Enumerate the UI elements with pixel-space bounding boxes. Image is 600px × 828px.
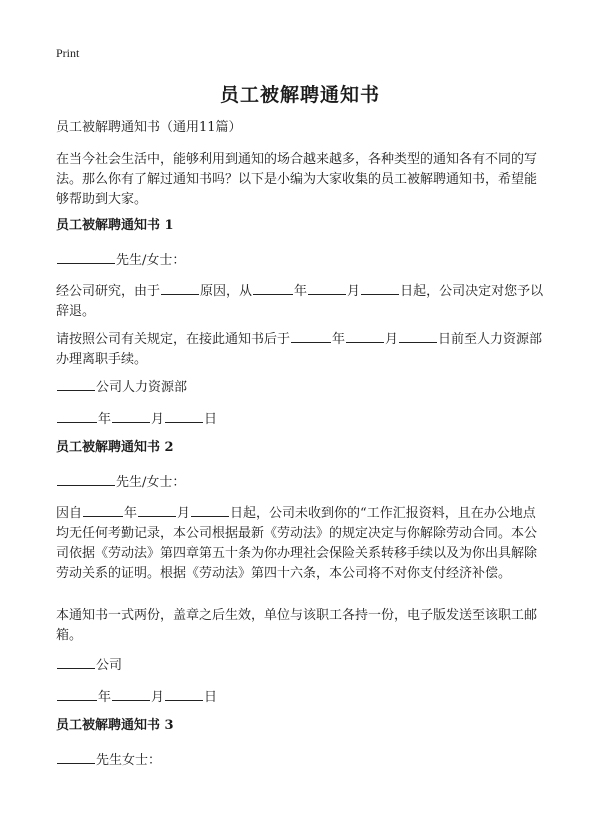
text-span: 年 bbox=[98, 690, 112, 705]
blank-line bbox=[112, 408, 150, 423]
blank-line bbox=[399, 328, 437, 343]
blank-line bbox=[161, 280, 199, 295]
blank-line bbox=[112, 686, 150, 701]
blank-line bbox=[57, 376, 95, 391]
intro-paragraph: 在当今社会生活中，能够利用到通知的场合越来越多，各种类型的通知各有不同的写法。那么你有了解过通知书吗？以下是小编为大家收集的员工被解聘通知书，希望能够帮助到大家。 bbox=[56, 152, 538, 207]
print-link[interactable]: Print bbox=[56, 46, 80, 60]
blank-line bbox=[165, 686, 203, 701]
section2-paragraph-2: 本通知书一式两份，盖章之后生效，单位与该职工各持一份，电子版发送至该职工邮箱。 bbox=[56, 608, 538, 643]
blank-line bbox=[191, 502, 229, 517]
section1-signer bbox=[56, 376, 546, 398]
blank-line bbox=[165, 408, 203, 423]
salutation-text: 先生女士： bbox=[96, 753, 162, 768]
text-span: 年 bbox=[124, 506, 138, 521]
section2-heading: 员工被解聘通知书 2 bbox=[56, 440, 174, 455]
text-span: 原因，从 bbox=[200, 284, 253, 299]
text-span: 月 bbox=[385, 332, 399, 347]
section3-heading: 员工被解聘通知书 3 bbox=[56, 718, 174, 733]
blank-line bbox=[346, 328, 384, 343]
blank-line bbox=[57, 471, 115, 486]
blank-line bbox=[57, 686, 97, 701]
page-title: 员工被解聘通知书 bbox=[219, 84, 380, 106]
salutation-text: 先生/女士： bbox=[116, 475, 186, 490]
signer-text: 公司人力资源部 bbox=[96, 380, 188, 395]
section1-salutation bbox=[56, 249, 546, 271]
salutation-text: 先生/女士： bbox=[116, 253, 186, 268]
text-span: 日 bbox=[204, 412, 218, 427]
text-span: 请按照公司有关规定，在接此通知书后于 bbox=[56, 332, 291, 347]
text-span: 月 bbox=[151, 690, 165, 705]
intro-subtitle: 员工被解聘通知书（通用11篇） bbox=[56, 120, 242, 135]
text-span: 因自 bbox=[56, 506, 83, 521]
text-span: 年 bbox=[332, 332, 346, 347]
text-span: 日 bbox=[204, 690, 218, 705]
text-span: 日起，公司未收到你的“工作汇报资料，且在办公地点均无任何考勤记录，本公司根据最新《劳动法》的规定决定与你解除劳动合同。本公司依据《劳动法》第四章第五十条为你办理社会保险关系转移手续以及为你出具解除劳动关系的证明。根据《劳动法》第四十六条，本公司将不对你支付经济补偿。 bbox=[56, 506, 538, 581]
blank-line bbox=[138, 502, 176, 517]
section1-paragraph-2 bbox=[56, 328, 546, 370]
blank-line bbox=[291, 328, 331, 343]
text-span: 日前至人力资源部办理离职手续。 bbox=[56, 332, 543, 367]
blank-line bbox=[83, 502, 123, 517]
text-span: 月 bbox=[347, 284, 361, 299]
text-span: 年 bbox=[98, 412, 112, 427]
section2-signer bbox=[56, 654, 546, 676]
text-span: 月 bbox=[177, 506, 191, 521]
text-span: 年 bbox=[294, 284, 308, 299]
text-span: 经公司研究，由于 bbox=[56, 284, 161, 299]
text-span: 日起，公司决定对您予以辞退。 bbox=[56, 284, 544, 319]
blank-line bbox=[57, 249, 115, 264]
section3-salutation bbox=[56, 749, 546, 771]
blank-line bbox=[308, 280, 346, 295]
blank-line bbox=[361, 280, 399, 295]
blank-line bbox=[57, 749, 95, 764]
section2-paragraph-1 bbox=[56, 502, 546, 584]
blank-line bbox=[57, 654, 95, 669]
section1-heading: 员工被解聘通知书 1 bbox=[56, 218, 174, 233]
section2-date bbox=[56, 686, 546, 708]
signer-text: 公司 bbox=[96, 658, 123, 673]
blank-line bbox=[57, 408, 97, 423]
text-span: 月 bbox=[151, 412, 165, 427]
section2-salutation bbox=[56, 471, 546, 493]
blank-line bbox=[253, 280, 293, 295]
section1-date bbox=[56, 408, 546, 430]
section1-paragraph-1 bbox=[56, 280, 546, 322]
